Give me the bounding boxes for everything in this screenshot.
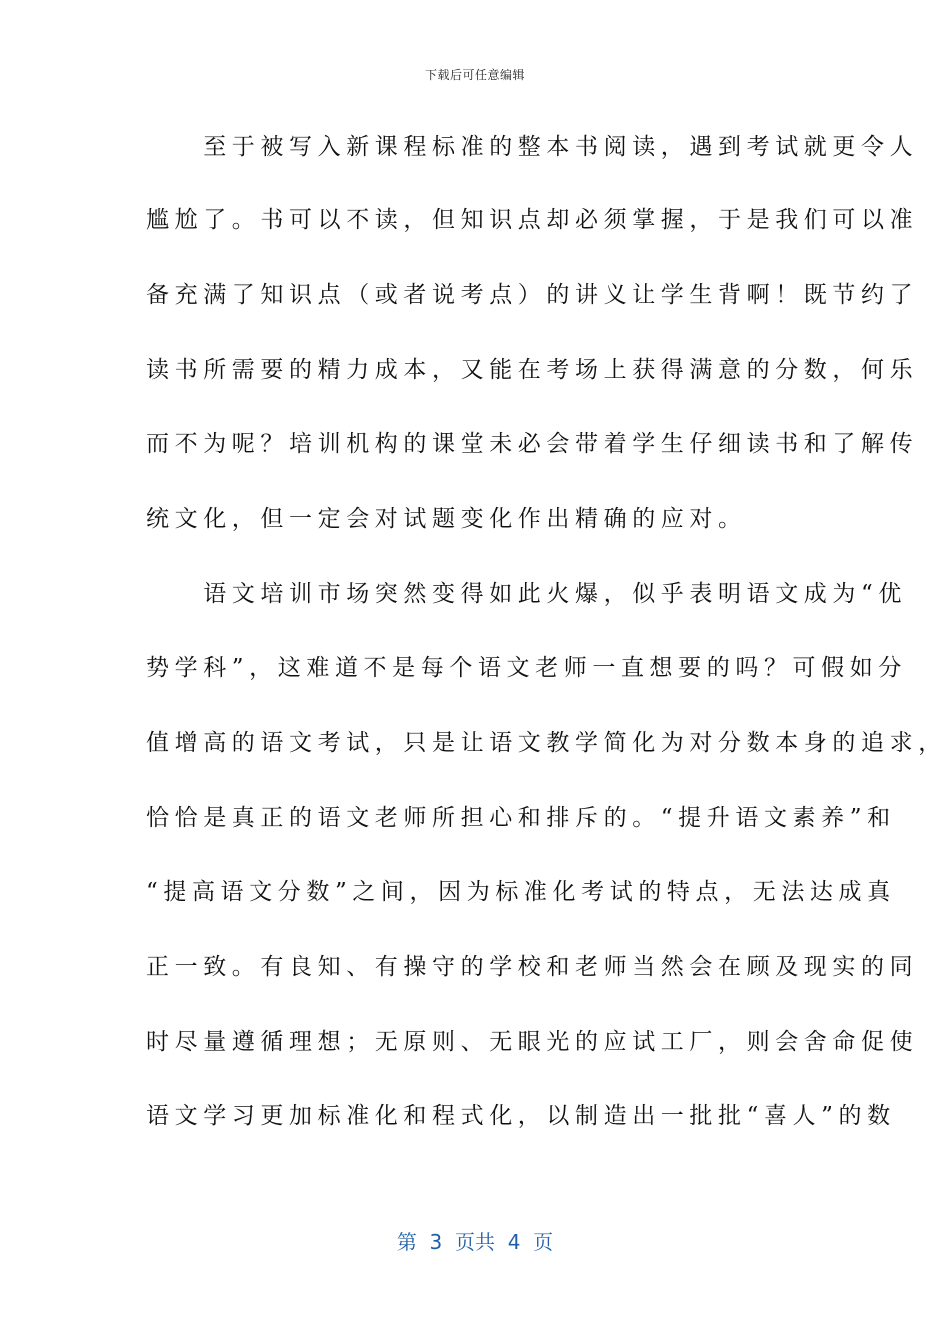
text-line: 备充满了知识点（或者说考点）的讲义让学生背啊！既节约了: [146, 282, 919, 308]
page-number-footer: 第 3 页共 4 页: [396, 1230, 554, 1254]
text-line: 恰恰是真正的语文老师所担心和排斥的。“提升语文素养”和: [146, 805, 896, 831]
text-line: 尴尬了。书可以不读，但知识点却必须掌握，于是我们可以准: [146, 207, 919, 233]
page-header: 下载后可任意编辑: [424, 68, 525, 82]
text-line: 语文学习更加标准化和程式化，以制造出一批批“喜人”的数: [146, 1103, 896, 1129]
text-line: 而不为呢？培训机构的课堂未必会带着学生仔细读书和了解传: [146, 431, 919, 457]
text-line: “提高语文分数”之间，因为标准化考试的特点，无法达成真: [146, 879, 896, 905]
text-line: 值增高的语文考试，只是让语文教学简化为对分数本身的追求，: [146, 730, 947, 756]
text-line: 势学科”，这难道不是每个语文老师一直想要的吗？可假如分: [146, 655, 907, 681]
text-line: 读书所需要的精力成本，又能在考场上获得满意的分数，何乐: [146, 357, 919, 383]
text-line: 语文培训市场突然变得如此火爆，似乎表明语文成为“优: [146, 581, 907, 607]
text-line: 统文化，但一定会对试题变化作出精确的应对。: [146, 506, 747, 532]
text-line: 时尽量遵循理想；无原则、无眼光的应试工厂，则会舍命促使: [146, 1029, 919, 1055]
text-line: 至于被写入新课程标准的整本书阅读，遇到考试就更令人: [146, 134, 919, 160]
text-line: 正一致。有良知、有操守的学校和老师当然会在顾及现实的同: [146, 954, 919, 980]
